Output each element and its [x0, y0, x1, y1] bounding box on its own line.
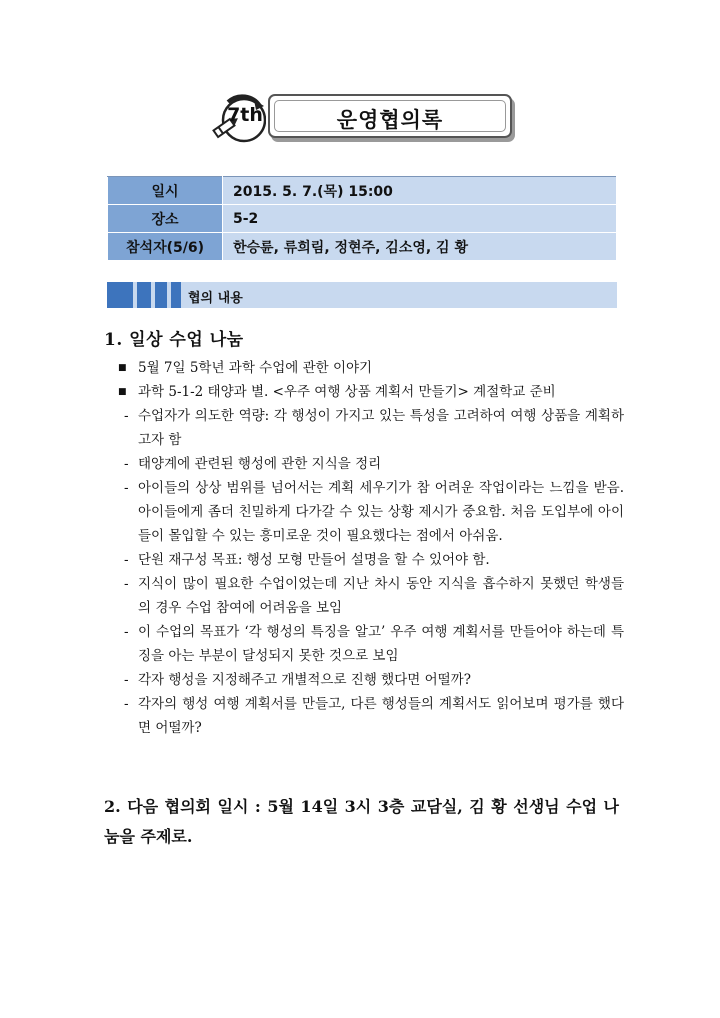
document-header: [206, 90, 516, 146]
place-value: 5-2: [223, 205, 617, 233]
session-badge: 7th: [227, 104, 263, 126]
place-label: 장소: [108, 205, 223, 233]
section-block: [137, 282, 151, 308]
item2-heading: 2. 다음 협의회 일시 : 5월 14일 3시 3층 교담실, 김 황 선생님 수업 나눔을 주제로.: [104, 797, 619, 846]
list-item: - 각자 행성을 지정해주고 개별적으로 진행 했다면 어떨까?: [104, 668, 624, 692]
discussion-content: [104, 325, 624, 740]
dash-marker: -: [124, 480, 129, 496]
dash-marker: -: [124, 624, 129, 640]
list-item: - 단원 재구성 목표: 행성 모형 만들어 설명을 할 수 있어야 함.: [104, 548, 624, 572]
section-block: [107, 282, 133, 308]
dash-marker: -: [124, 576, 129, 592]
dash-marker: -: [124, 696, 129, 712]
dash-marker: -: [124, 456, 129, 472]
dash-marker: -: [124, 552, 129, 568]
item1-heading: 1. 일상 수업 나눔: [104, 330, 244, 350]
info-row-date: [108, 177, 617, 205]
list-item: ■ 과학 5-1-2 태양과 별. <우주 여행 상품 계획서 만들기> 계절학교 준비: [104, 380, 624, 404]
list-item: - 태양계에 관련된 행성에 관한 지식을 정리: [104, 452, 624, 476]
attendees-label: 참석자(5/6): [108, 233, 223, 261]
list-item: - 각자의 행성 여행 계획서를 만들고, 다른 행성들의 계획서도 읽어보며 평가를 했다면 어떨까?: [104, 692, 624, 740]
list-item: - 지식이 많이 필요한 수업이었는데 지난 차시 동안 지식을 흡수하지 못했던 학생들의 경우 수업 참여에 어려움을 보임: [104, 572, 624, 620]
list-item: ■ 5월 7일 5학년 과학 수업에 관한 이야기: [104, 356, 624, 380]
section-title: 협의 내용: [188, 291, 243, 306]
list-item: - 수업자가 의도한 역량: 각 행성이 가지고 있는 특성을 고려하여 여행 상품을 계획하고자 함: [104, 404, 624, 452]
attendees-value: 한승륜, 류희림, 정현주, 김소영, 김 황: [223, 233, 617, 261]
section-block: [155, 282, 167, 308]
square-bullet-icon: ■: [118, 363, 127, 373]
info-row-place: [108, 205, 617, 233]
date-value: 2015. 5. 7.(목) 15:00: [223, 177, 617, 205]
section-header: [107, 282, 617, 308]
list-item: - 이 수업의 목표가 ‘각 행성의 특징을 알고’ 우주 여행 계획서를 만들어야 하는데 특징을 아는 부분이 달성되지 못한 것으로 보임: [104, 620, 624, 668]
info-row-attendees: [108, 233, 617, 261]
dash-marker: -: [124, 408, 129, 424]
section-block: [171, 282, 181, 308]
meeting-info-table: [107, 176, 617, 261]
dash-marker: -: [124, 672, 129, 688]
title-box: [268, 94, 512, 138]
page-title: 운영협의록: [336, 108, 444, 132]
square-bullet-icon: ■: [118, 387, 127, 397]
list-item: - 아이들의 상상 범위를 넘어서는 계획 세우기가 참 어려운 작업이라는 느낌을 받음. 아이들에게 좀더 친밀하게 다가갈 수 있는 상황 제시가 중요함. 처음 도입부에 아이들이 몰입할 수 있는 흥미로운 것이 필요했다는 점에서 아쉬움.: [104, 476, 624, 548]
date-label: 일시: [108, 177, 223, 205]
